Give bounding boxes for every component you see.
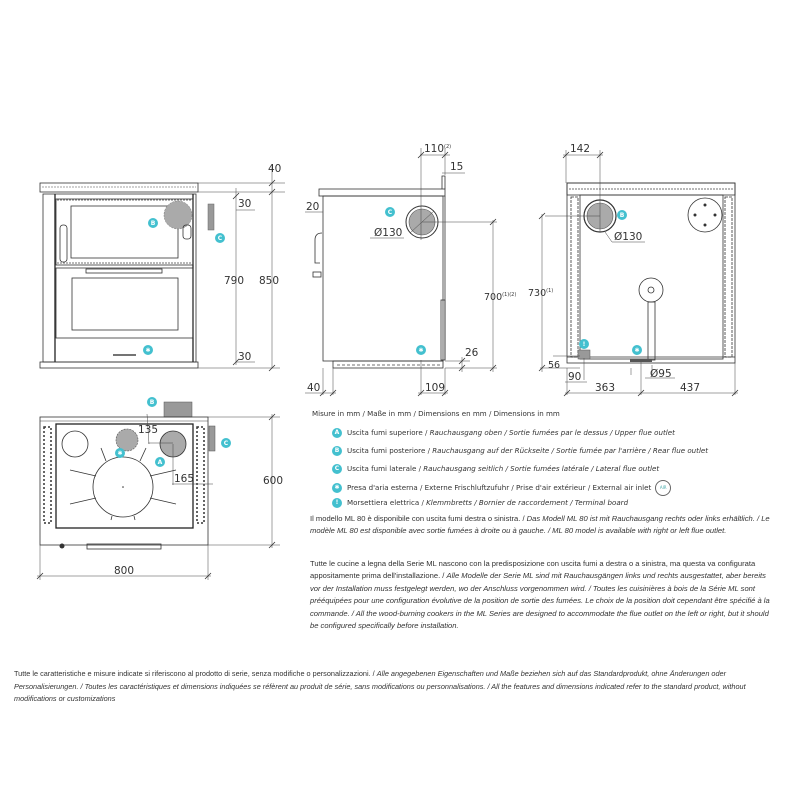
svg-text:!: !	[582, 341, 586, 348]
side-handle	[315, 233, 322, 263]
legend-item-lateral-flue: C Uscita fumi laterale / Rauchausgang seitlich / Sortie fumées latérale / Lateral flue outlet	[332, 463, 659, 475]
badge-air-inlet	[143, 345, 153, 355]
dim-base-height: 26	[465, 347, 479, 359]
rear-view	[528, 143, 738, 396]
side-view	[305, 143, 516, 396]
svg-text:B: B	[149, 399, 155, 406]
terminal-board	[578, 350, 590, 359]
dim-rear-step: 15	[450, 161, 464, 173]
paragraph-model-availability: Il modello ML 80 è disponibile con uscita fumi destra o sinistra. / Das Modell ML 80 ist mit Rauchausgang rechts oder links erhältlich. / Le modèle ML 80 est disponible avec sortie fumées à droite ou à gauche. / ML 80 model is available with right or left flue outlet.	[310, 514, 770, 536]
front-view	[40, 163, 285, 371]
legend-item-upper-flue: A Uscita fumi superiore / Rauchausgang oben / Sortie fumées par le dessus / Upper flue outlet	[332, 427, 675, 439]
dim-terminal-offset: 90	[568, 371, 582, 383]
dim-front-offset: 40	[307, 382, 321, 394]
dim-terminal-height: 56	[548, 360, 561, 371]
svg-text:✱: ✱	[418, 347, 424, 354]
dim-flue-diameter-side: Ø130	[374, 227, 403, 239]
badge-a	[155, 457, 165, 467]
dim-flue-offset-a: 135	[138, 424, 159, 436]
svg-text:B: B	[619, 212, 625, 219]
badge-c	[385, 207, 395, 217]
badge-terminal-board	[579, 339, 589, 349]
dim-flue-offset-b: 165	[174, 473, 195, 485]
legend-item-rear-flue: B Uscita fumi posteriore / Rauchausgang auf der Rückseite / Sortie fumée par l'arrière / Rear flue outlet	[332, 445, 708, 457]
oven-handle	[86, 269, 162, 273]
svg-text:✱: ✱	[634, 347, 640, 354]
dim-depth: 600	[263, 475, 284, 487]
badge-b	[148, 218, 158, 228]
legend-item-terminal-board: ! Morsettiera elettrica / Klemmbretts / Bornier de raccordement / Terminal board	[332, 497, 628, 509]
badge-c	[215, 233, 225, 243]
dim-air-inlet-right: 437	[680, 382, 701, 394]
svg-text:B: B	[150, 220, 156, 227]
dim-top-plate: 40	[268, 163, 282, 175]
dim-top-thickness: 20	[306, 201, 320, 213]
paragraph-series-configuration: Tutte le cucine a legna della Serie ML nascono con la predisposizione con uscita fumi a destra o a sinistra, ma questa va configurata appositamente prima dell'installazione. / Alle Modelle der Serie ML sind mit Rauchausgängen links und rechts ausgestattet, aber bereits vor der Installation muss festgelegt werden, wo der Anschluss vorgenommen wird. / Toutes les cuisinières à bois de la Série ML sont prééquipées pour une configuration évolutive de la position de sortie des fumées. Le choix de la position doit cependant être spécifié à la commande. / All the wood-burning cookers in the ML Series are designed to accommodate the flue outlet on the left or right, but it should be configured specifically before installation.	[310, 559, 770, 631]
svg-text:✱: ✱	[117, 450, 123, 457]
air-plate	[688, 198, 722, 232]
dim-flue-height-side: $700^{(1)(2)}$	[484, 292, 517, 303]
badge-air-inlet	[416, 345, 426, 355]
dim-bottom-offset: 30	[238, 351, 252, 363]
dim-flue-offset-side: 110$^{(2)}$	[424, 143, 452, 155]
dim-flue-offset-rear: 142	[570, 143, 591, 155]
badge-b	[147, 397, 157, 407]
oven-window	[72, 278, 178, 330]
dim-inner-height: 790	[224, 275, 245, 287]
badge-b	[617, 210, 627, 220]
dim-top-offset: 30	[238, 198, 252, 210]
legend-item-air-inlet: ✱ Presa d'aria esterna / Externe Frischluftzufuhr / Prise d'air extérieur / External air inlet AIR	[332, 480, 671, 492]
svg-text:A: A	[157, 459, 163, 466]
legend-heading: Misure in mm / Maße in mm / Dimensions en mm / Dimensions in mm	[312, 409, 560, 418]
dim-total-height: 850	[259, 275, 280, 287]
lateral-flue	[208, 204, 214, 230]
badge-air-inlet	[115, 448, 125, 458]
dim-flue-height-rear: 730$^{(1)}$	[528, 288, 554, 299]
hob-ring	[62, 431, 88, 457]
dim-air-inlet-diameter: Ø95	[650, 368, 672, 380]
air-icon: AIR	[655, 480, 671, 496]
badge-c	[221, 438, 231, 448]
dim-flue-diameter-rear: Ø130	[614, 231, 643, 243]
svg-text:C: C	[387, 209, 393, 216]
footer-note: Tutte le caratteristiche e misure indicate si riferiscono al prodotto di serie, senza modifiche o personalizzazioni. / Alle angegebenen Eigenschaften und Maße beziehen sich auf das Standardprodukt, ohne Änderungen oder Personalisierungen. / Toutes les caractéristiques et dimensions indiquées se réfèrent au produit de série, sans modifications ou personnalisations. / All the features and dimensions indicated refer to the standard product, without modifications or customizations	[14, 669, 746, 703]
door-handle	[60, 225, 67, 262]
dim-air-inlet-left: 363	[595, 382, 616, 394]
svg-text:C: C	[223, 440, 229, 447]
svg-text:C: C	[217, 235, 223, 242]
top-view	[37, 397, 283, 580]
rear-flue	[164, 402, 192, 417]
dim-air-inlet-offset: 109	[425, 382, 446, 394]
badge-air-inlet	[632, 345, 642, 355]
dim-width: 800	[114, 565, 135, 577]
firebox-window	[71, 206, 178, 258]
svg-text:✱: ✱	[145, 347, 151, 354]
